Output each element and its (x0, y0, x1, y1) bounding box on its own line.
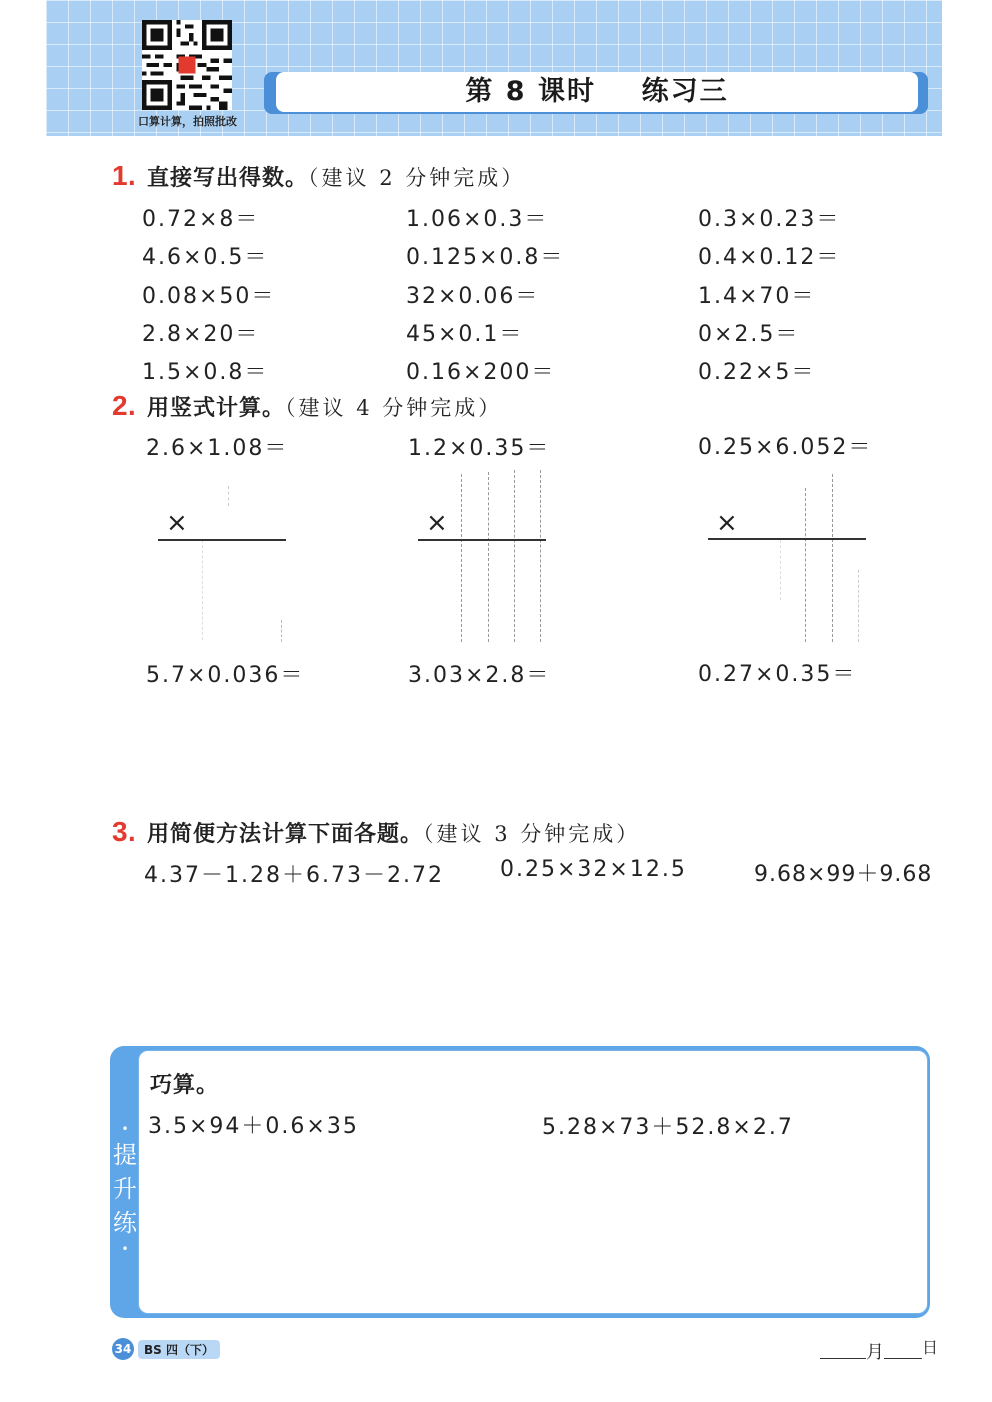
section-2-number: 2 (112, 390, 128, 421)
problem-1-8: 32×0.06＝ (406, 284, 540, 309)
problem-1-6: 0.4×0.12＝ (698, 245, 841, 270)
problem-1-1: 0.72×8＝ (142, 207, 260, 232)
section-3-title: 用简便方法计算下面各题。 (147, 822, 424, 847)
month-label: 月 (866, 1342, 884, 1363)
problem-1-3: 0.3×0.23＝ (698, 207, 841, 232)
edition-label: BS 四（下） (138, 1340, 220, 1359)
answer-line-1 (158, 539, 286, 541)
times-mark-1: × (166, 508, 188, 538)
month-blank[interactable] (820, 1358, 866, 1359)
section-1-heading: 1. 直接写出得数。（建议 2 分钟完成） (112, 160, 526, 191)
day-label: 日 (922, 1338, 939, 1357)
problem-1-7: 0.08×50＝ (142, 284, 276, 309)
lesson-number: 第 8 课时 (465, 76, 596, 107)
problem-1-5: 0.125×0.8＝ (406, 245, 565, 270)
problem-2-2: 1.2×0.35＝ (408, 436, 551, 461)
problem-3-2: 0.25×32×12.5 (500, 857, 687, 882)
section-1-title: 直接写出得数。 (147, 166, 309, 191)
section-2-hint: （建议 4 分钟完成） (285, 396, 503, 420)
page-number: 34 (112, 1338, 134, 1360)
extension-problem-1: 3.5×94＋0.6×35 (148, 1114, 359, 1139)
tab-char-3: 练 (113, 1209, 137, 1237)
problem-1-11: 45×0.1＝ (406, 322, 524, 347)
problem-1-12: 0×2.5＝ (698, 322, 800, 347)
problem-2-6: 0.27×0.35＝ (698, 662, 857, 687)
lesson-name: 练习三 (641, 76, 729, 107)
problem-2-4: 5.7×0.036＝ (146, 663, 305, 688)
section-1-hint: （建议 2 分钟完成） (308, 166, 526, 190)
answer-line-2 (418, 539, 546, 541)
section-3-heading: 3. 用简便方法计算下面各题。（建议 3 分钟完成） (112, 816, 641, 847)
problem-1-2: 1.06×0.3＝ (406, 207, 549, 232)
problem-1-9: 1.4×70＝ (698, 284, 816, 309)
answer-line-3 (708, 538, 866, 540)
section-3-hint: （建议 3 分钟完成） (423, 822, 641, 846)
problem-1-4: 4.6×0.5＝ (142, 245, 269, 270)
times-mark-2: × (426, 508, 448, 538)
extension-panel-body (138, 1050, 928, 1314)
problem-3-3: 9.68×99＋9.68 (754, 862, 933, 887)
problem-3-1: 4.37－1.28＋6.73－2.72 (144, 863, 444, 888)
section-1-number: 1 (112, 160, 128, 191)
problem-2-3: 0.25×6.052＝ (698, 435, 873, 460)
qr-caption: 口算计算，拍照批改 (138, 115, 237, 128)
section-2-heading: 2. 用竖式计算。（建议 4 分钟完成） (112, 390, 503, 421)
tab-char-2: 升 (113, 1175, 137, 1203)
times-mark-3: × (716, 508, 738, 538)
problem-1-15: 0.22×5＝ (698, 360, 816, 385)
extension-problem-2: 5.28×73＋52.8×2.7 (542, 1115, 794, 1140)
problem-1-14: 0.16×200＝ (406, 360, 556, 385)
section-3-number: 3 (112, 816, 128, 847)
extension-heading: 巧算。 (150, 1073, 220, 1098)
problem-1-13: 1.5×0.8＝ (142, 360, 269, 385)
problem-2-5: 3.03×2.8＝ (408, 663, 551, 688)
day-blank[interactable] (884, 1358, 922, 1359)
problem-2-1: 2.6×1.08＝ (146, 436, 289, 461)
extension-tab: • 提 升 练 • (113, 1122, 137, 1256)
page-title (276, 72, 918, 112)
problem-1-10: 2.8×20＝ (142, 322, 260, 347)
section-2-title: 用竖式计算。 (147, 396, 286, 421)
qr-code-icon[interactable] (142, 20, 232, 110)
tab-char-1: 提 (113, 1141, 137, 1169)
